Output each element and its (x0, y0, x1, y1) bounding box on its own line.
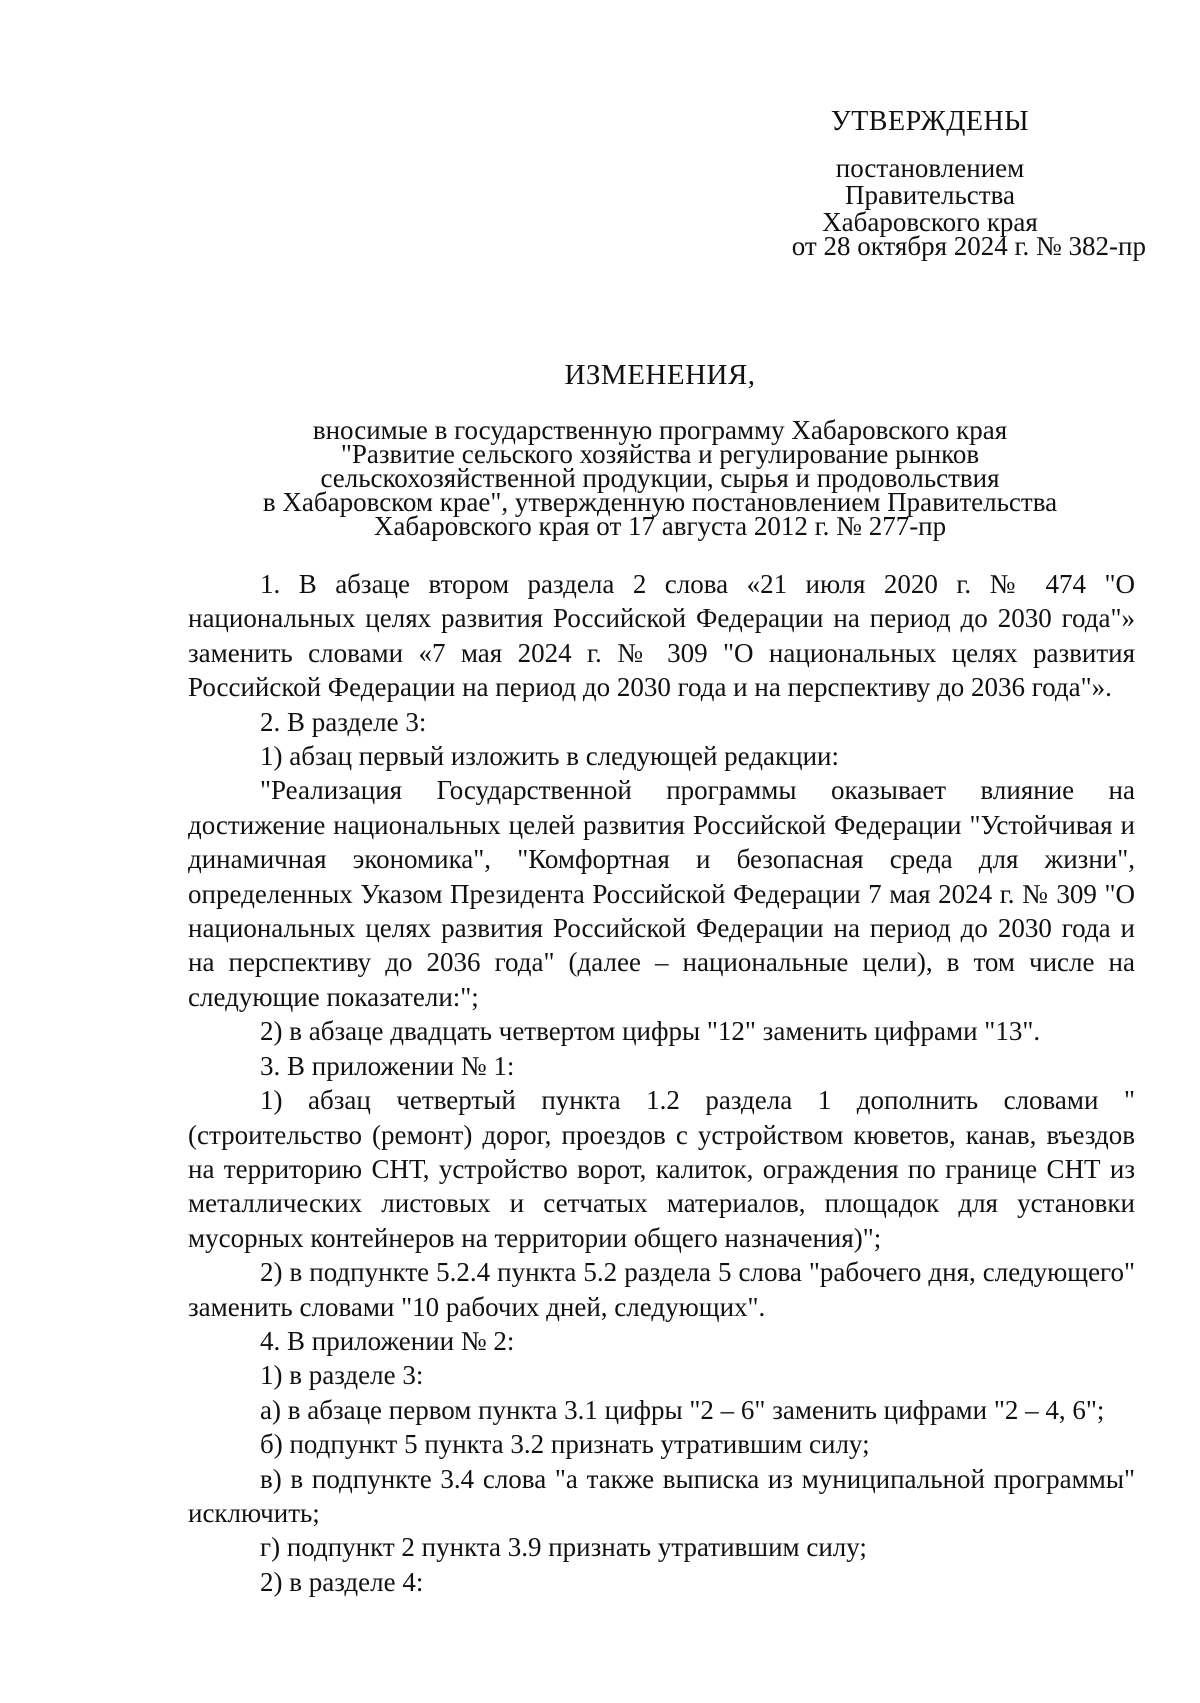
title-line-4: в Хабаровском крае", утвержденную постановлением Правительства (262, 487, 1058, 517)
paragraph-8: 2) в подпункте 5.2.4 пункта 5.2 раздела 5 слова "рабочего дня, следующего" заменить словами "10 рабочих дней, следующих". (188, 1257, 1135, 1322)
paragraph-3: 1) абзац первый изложить в следующей редакции: (260, 741, 839, 772)
document-body (188, 567, 1135, 1599)
approval-date: от 28 октября 2024 г. № 382-пр (791, 231, 1146, 261)
paragraph-12: б) подпункт 5 пункта 3.2 признать утратившим силу; (260, 1429, 870, 1460)
paragraph-14: г) подпункт 2 пункта 3.9 признать утратившим силу; (260, 1532, 867, 1563)
title-line-5: Хабаровского края от 17 августа 2012 г. № 277-пр (373, 511, 947, 541)
approval-line-government: Правительства (845, 180, 1015, 210)
document-title-block (200, 359, 1120, 541)
title-line-2: "Развитие сельского хозяйства и регулирование рынков (340, 439, 980, 469)
title-line-3: сельскохозяйственной продукции, сырья и продовольствия (320, 463, 1000, 493)
paragraph-2: 2. В разделе 3: (260, 706, 427, 737)
paragraph-6: 3. В приложении № 1: (260, 1050, 515, 1081)
paragraph-9: 4. В приложении № 2: (260, 1325, 515, 1356)
paragraph-7: 1) абзац четвертый пункта 1.2 раздела 1 дополнить словами "(строительство (ремонт) дорог, проездов с устройством кюветов, канав, въездов на территорию СНТ, устройство ворот, калиток, ограждения по границе СНТ из металлических листовых и сетчатых материалов, площадок для установки мусорных контейнеров на территории общего назначения)"; (188, 1085, 1135, 1253)
paragraph-1: 1. В абзаце втором раздела 2 слова «21 июля 2020 г. № 474 "О национальных целях развития Российской Федерации на период до 2030 года"» заменить словами «7 мая 2024 г. № 309 "О национальных целях развития Российской Федерации на период до 2030 года и на перспективу до 2036 года"». (188, 569, 1135, 703)
title-line-1: вносимые в государственную программу Хабаровского края (312, 415, 1008, 445)
approval-line-region: Хабаровского края (822, 207, 1038, 237)
paragraph-4: "Реализация Государственной программы оказывает влияние на достижение национальных целей развития Российской Федерации "Устойчивая и динамичная экономика", "Комфортная и безопасная среда для жизни", определенных Указом Президента Российской Федерации 7 мая 2024 г. № 309 "О национальных целях развития Российской Федерации на период до 2030 года и на перспективу до 2036 года" (далее – национальные цели), в том числе на следующие показатели:"; (188, 775, 1135, 1012)
approval-stamp-block (730, 106, 1146, 261)
paragraph-10: 1) в разделе 3: (260, 1360, 424, 1391)
approved-heading: УТВЕРЖДЕНЫ (830, 106, 1030, 137)
approval-line-resolution: постановлением (835, 153, 1025, 183)
paragraph-11: а) в абзаце первом пункта 3.1 цифры "2 – 6" заменить цифрами "2 – 4, 6"; (260, 1394, 1105, 1425)
paragraph-13: в) в подпункте 3.4 слова "а также выписка из муниципальной программы" исключить; (188, 1463, 1135, 1528)
paragraph-5: 2) в абзаце двадцать четвертом цифры "12" заменить цифрами "13". (260, 1016, 1041, 1047)
paragraph-15: 2) в разделе 4: (260, 1566, 424, 1597)
document-heading: ИЗМЕНЕНИЯ, (564, 359, 756, 391)
